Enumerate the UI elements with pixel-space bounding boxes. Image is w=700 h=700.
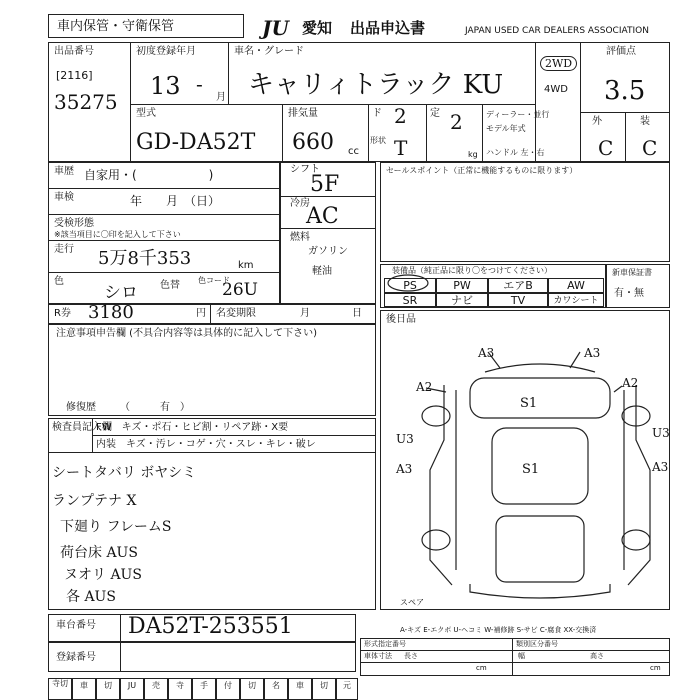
strip-cell: 元 (336, 678, 358, 700)
recycle-value: 3180 (88, 302, 134, 323)
fuel-gasoline: ガソリン (308, 246, 348, 257)
receipt-label: 受検形態 (54, 218, 94, 229)
diag-ann-10: S1 (522, 462, 540, 477)
strip-cell: 車 (72, 678, 96, 700)
storage-label: 車内保管・守衛保管 (57, 19, 175, 34)
ext-label: 外 (592, 116, 602, 127)
first-reg-dash: - (196, 72, 203, 96)
spare-label: スペア (400, 598, 424, 607)
equip-navi: ナビ (436, 293, 488, 307)
height-unit: cm (650, 664, 661, 672)
height-label: 高さ (590, 652, 604, 660)
equipment-label: 装備品（純正品に限り〇をつけてください） (392, 266, 552, 275)
strip-cell: 名 (264, 678, 288, 700)
storage-label-box (48, 14, 244, 38)
remark-line-1: シートタバリ ボヤシミ (52, 465, 197, 481)
diag-ann-4: A2 (622, 376, 639, 390)
mileage-value: 5万8千353 (98, 248, 192, 269)
equip-airbag: エアB (488, 278, 548, 293)
score-label: 評価点 (606, 46, 636, 57)
color-label: 色 (54, 276, 64, 287)
strip-cell: 車 (288, 678, 312, 700)
first-reg-unit: 月 (216, 92, 226, 103)
receipt-note: ※該当項目に〇印を記入して下さい (54, 230, 181, 239)
handle-label: ハンドル 左・右 (486, 148, 545, 157)
repair-label: 修復歴 (66, 402, 96, 413)
bottom-strip (48, 678, 358, 700)
diagram-legend: A-キズ E-エクボ U-ヘコミ W-補修跡 S-サビ C-腐食 XX-交換済 (400, 626, 597, 634)
plate-label: 登録番号 (56, 652, 96, 663)
repair-value: （ 有 ） (120, 402, 190, 413)
model-label: 型式 (136, 108, 156, 119)
diagram-back-label: 後日品 (386, 314, 416, 325)
doors-value: 2 (394, 104, 407, 128)
warranty-value: 有・無 (614, 288, 644, 299)
color-change-label: 色替 (160, 280, 180, 291)
strip-cell: JU (120, 678, 144, 700)
strip-cell: 切 (240, 678, 264, 700)
form-title: 出品申込書 (350, 19, 426, 37)
color-code: 26U (222, 280, 258, 300)
ext-score: C (598, 136, 614, 160)
shape-label: 形状 (370, 136, 386, 145)
model-code: GD-DA52T (136, 130, 256, 155)
drive-2wd: 2WD (540, 56, 577, 71)
remark-line-2: ランプテナ X (52, 493, 137, 509)
lot-bracket: [2116] (56, 69, 93, 82)
displacement-label: 排気量 (288, 108, 318, 119)
chassis-label: 車台番号 (56, 620, 96, 631)
fuel-diesel: 軽油 (312, 266, 332, 277)
int-score: C (642, 136, 658, 160)
equip-pw: PW (436, 278, 488, 293)
strip-cell: 寺 (168, 678, 192, 700)
strip-cell: 付 (216, 678, 240, 700)
association-name: JAPAN USED CAR DEALERS ASSOCIATION (465, 26, 649, 36)
diag-ann-6: U3 (652, 426, 670, 440)
first-reg-label: 初度登録年月 (136, 46, 196, 57)
body-size-label: 車体寸法 (364, 652, 392, 660)
diag-ann-7: A3 (396, 462, 413, 476)
name-change-label: 名変期限 (216, 308, 256, 319)
recycle-unit: 円 (196, 308, 206, 319)
remark-line-4: 荷台床 AUS (60, 545, 138, 561)
doors-label: ド (372, 108, 382, 119)
weight-unit: kg (468, 150, 478, 159)
equip-ps: PS (384, 278, 436, 293)
diag-ann-9: S1 (520, 396, 538, 411)
color-value: シロ (104, 283, 138, 303)
width-label: 幅 (518, 652, 525, 660)
color-code-label: 色コード (198, 276, 230, 285)
length-unit: cm (476, 664, 487, 672)
lot-number-label: 出品番号 (54, 46, 94, 57)
inspection-value: 年 月 （日） (130, 194, 221, 208)
car-name-label: 車名・グレード (234, 46, 304, 57)
usage-value: 自家用・( ) (84, 168, 214, 182)
model-year-label: モデル年式 (486, 124, 526, 133)
strip-cell: 切 (96, 678, 120, 700)
diag-ann-2: A3 (584, 346, 601, 360)
shape-value: T (394, 136, 408, 160)
inspector-label: 検査員記入欄 (52, 422, 112, 433)
name-change-day: 日 (352, 308, 362, 319)
displacement-unit: cc (348, 146, 359, 157)
cooling-value: AC (306, 204, 339, 229)
cooling-label: 冷房 (290, 198, 310, 209)
strip-cell: 切 (312, 678, 336, 700)
diag-ann-3: A2 (416, 380, 433, 394)
recycle-label: R券 (54, 308, 71, 319)
usage-label: 車歴 (54, 166, 74, 177)
displacement-value: 660 (292, 130, 334, 155)
car-name: キャリィトラック KU (248, 70, 504, 100)
capacity-value: 2 (450, 110, 463, 134)
strip-cell: 売 (144, 678, 168, 700)
equip-tv: TV (488, 293, 548, 307)
equip-aw: AW (548, 278, 604, 293)
equip-seat: カワシート (548, 293, 604, 307)
shift-value: 5F (310, 172, 340, 197)
sales-point-box (380, 162, 670, 262)
diag-ann-8: A3 (652, 460, 669, 474)
class-label: 類別区分番号 (516, 640, 558, 648)
int-label: 装 (640, 116, 650, 127)
mileage-unit: km (238, 260, 254, 271)
diag-ann-5: U3 (396, 432, 414, 446)
lot-number: 35275 (54, 90, 118, 114)
remark-line-5: ヌオリ AUS (64, 567, 142, 583)
remark-line-3: 下廻り フレームS (60, 519, 172, 535)
notes-label: 注意事項申告欄 (不具合内容等は具体的に記入して下さい) (56, 328, 317, 339)
warranty-label: 新車保証書 (612, 268, 652, 277)
remark-line-6: 各 AUS (66, 589, 116, 605)
form-cert-label: 形式指定番号 (364, 640, 406, 648)
strip-cell: 手 (192, 678, 216, 700)
mileage-label: 走行 (54, 244, 74, 255)
inspector-row1: FW キズ・ポ石・ヒビ割・リペア跡・X要 (96, 422, 289, 433)
strip-cell: 寺切 (48, 678, 72, 700)
length-label: 長さ (404, 652, 418, 660)
inspector-row2: 内装 キズ・汚レ・コゲ・穴・スレ・キレ・破レ (96, 439, 316, 450)
score-value: 3.5 (604, 76, 646, 106)
dealer-label: ディーラー・並行 (486, 110, 550, 119)
fuel-label: 燃料 (290, 232, 310, 243)
name-change-month: 月 (300, 308, 310, 319)
drive-4wd: 4WD (544, 84, 568, 95)
capacity-label: 定 (430, 108, 440, 119)
aichi-label: 愛知 (302, 19, 333, 37)
inspection-label: 車検 (54, 192, 74, 203)
equip-sr: SR (384, 293, 436, 307)
damage-diagram-box (380, 310, 670, 610)
chassis-number: DA52T-253551 (128, 614, 293, 639)
shift-label: シフト (290, 164, 320, 175)
ju-logo: JU (262, 16, 289, 40)
sales-point-label: セールスポイント（正常に機能するものに限ります） (386, 166, 578, 175)
first-reg-year: 13 (150, 72, 181, 100)
diag-ann-1: A3 (478, 346, 495, 360)
